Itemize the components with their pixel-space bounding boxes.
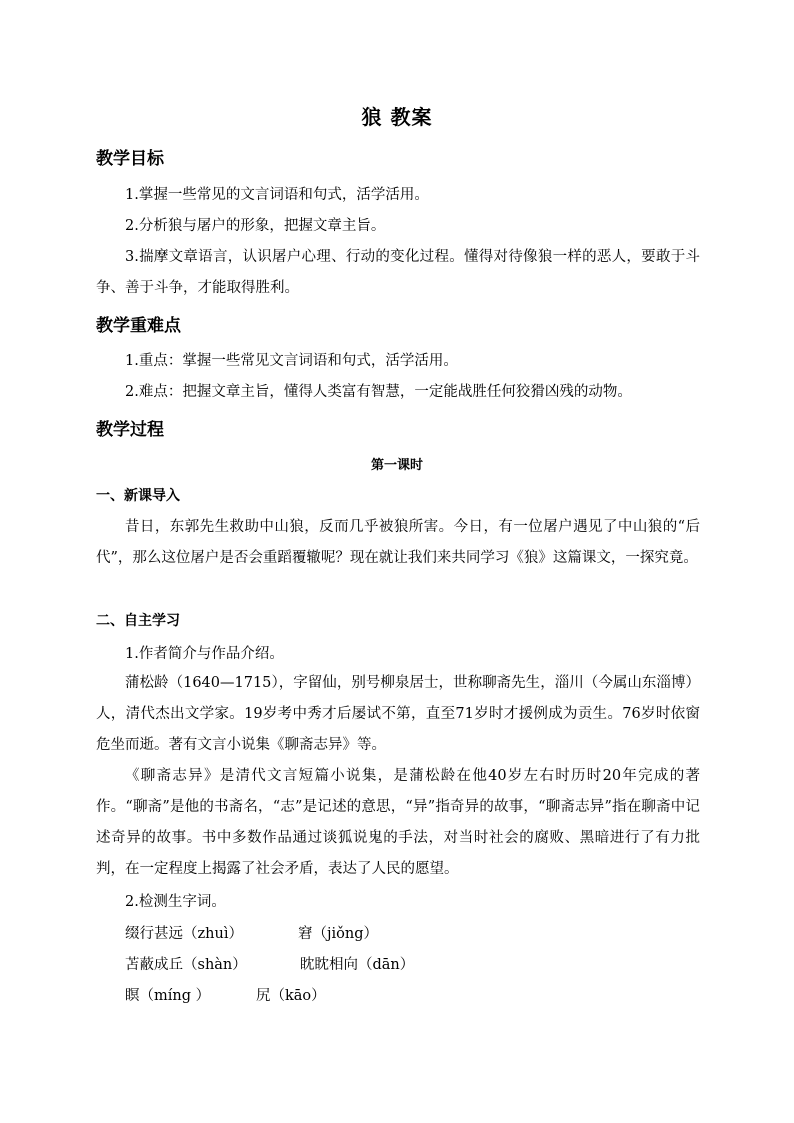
key-point-item-2: 2.难点：把握文章主旨，懂得人类富有智慧，一定能战胜任何狡猾凶残的动物。	[125, 384, 632, 400]
part1-heading: 一、新课导入	[96, 488, 180, 504]
vocab-word: 尻（kāo）	[256, 988, 326, 1004]
part2-heading: 二、自主学习	[96, 613, 180, 629]
vocab-word: 苫蔽成丘（shàn）	[125, 957, 247, 973]
part1-text: 昔日，东郭先生救助中山狼，反而几乎被狼所害。今日，有一位屠户遇见了中山狼的“后代”，那么这位屠户是否会重蹈覆辙呢？现在就让我们来共同学习《狼》这篇课文，一探究竟。	[96, 519, 700, 566]
objective-item-2: 2.分析狼与屠户的形象，把握文章主旨。	[125, 218, 386, 234]
process-heading: 教学过程	[96, 420, 164, 440]
key-point-item-1: 1.重点：掌握一些常见文言词语和句式，活学活用。	[125, 353, 458, 369]
vocab-test-label: 2.检测生字词。	[125, 894, 226, 910]
objective-item-1: 1.掌握一些常见的文言词语和句式，活学活用。	[125, 187, 429, 203]
vocab-word: 窘（jiǒng）	[298, 926, 378, 942]
author-intro-label: 1.作者简介与作品介绍。	[125, 646, 284, 662]
vocab-word: 缀行甚远（zhuì）	[125, 926, 243, 942]
lesson-subtitle: 第一课时	[370, 458, 423, 473]
objectives-heading: 教学目标	[96, 149, 164, 169]
vocab-word: 瞑（míng ）	[125, 988, 211, 1004]
document-title: 狼 教案	[361, 105, 433, 129]
author-bio-text: 蒲松龄（1640—1715），字留仙，别号柳泉居士，世称聊斋先生，淄川（今属山东淄博）人，清代杰出文学家。19岁考中秀才后屡试不第，直至71岁时才援例成为贡生。76岁时依窗危坐而逝。著有文言小说集《聊斋志异》等。	[96, 675, 700, 753]
objective-item-3: 3.揣摩文章语言，认识屠户心理、行动的变化过程。懂得对待像狼一样的恶人，要敢于斗争、善于斗争，才能取得胜利。	[96, 249, 700, 296]
vocab-word: 眈眈相向（dān）	[300, 957, 415, 973]
work-intro-text: 《聊斋志异》是清代文言短篇小说集，是蒲松龄在他40岁左右时历时20年完成的著作。“聊斋”是他的书斋名，“志”是记述的意思，“异”指奇异的故事，“聊斋志异”指在聊斋中记述奇异的故事。书中多数作品通过谈狐说鬼的手法，对当时社会的腐败、黑暗进行了有力批判，在一定程度上揭露了社会矛盾，表达了人民的愿望。	[96, 768, 700, 877]
key-points-heading: 教学重难点	[96, 316, 181, 336]
